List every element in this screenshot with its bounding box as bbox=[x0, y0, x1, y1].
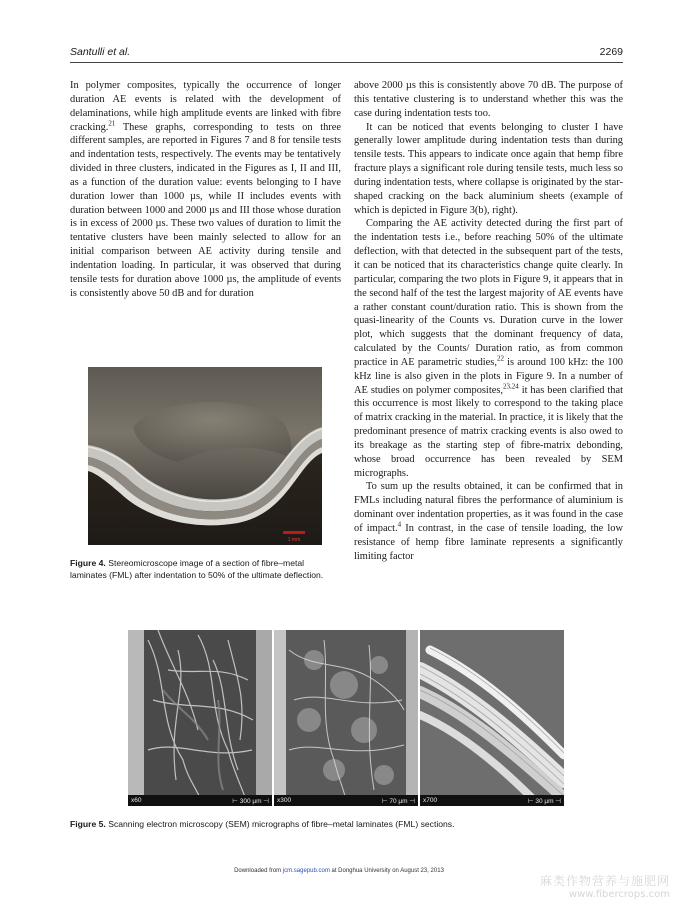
citation: 23,24 bbox=[502, 382, 519, 391]
sem-panel-1 bbox=[128, 630, 272, 806]
paragraph: In polymer composites, typically the occurrence of longer duration AE events is related with the development of delaminations, while high amplitude events are linked with fibre cracking.$^{21}$ These graphs, corresponding to tests on three different samples, are reported in Figures 7 and 8 for tensile tests and indentation tests, respectively. The events may be tentatively divided in three clusters, indicated in the Figures as I, II and III, as a function of the duration value: events belonging to I have duration lower than 1000 µs, while II includes events with duration between 1000 and 2000 µs and III those whose duration is in excess of 2000 µs. These two values of duration to limit the tentative clusters have been mainly selected to allow for an initial comparison between AE activity during tensile and indentation loading. In particular, it was observed that during tensile tests for duration above 1000 µs, the amplitude of events is consistently above 50 dB and for duration bbox=[70, 80, 341, 299]
watermark-line-1: 麻类作物营养与施肥网 bbox=[539, 874, 670, 888]
figure-4-scale-label: 1 mm bbox=[287, 537, 301, 543]
sem-panel-1-scale-bar: ⊢ 300 µm ⊣ bbox=[232, 798, 269, 805]
sem-panel-3-info-bar bbox=[420, 795, 564, 806]
figure-4-stereomicroscope-image bbox=[88, 367, 322, 545]
footer-journal-link[interactable]: jcm.sagepub.com bbox=[282, 868, 330, 874]
figure-4-caption-text: Stereomicroscope image of a section of fibre–metal laminates (FML) after indentation to 50% of the ultimate deflection. bbox=[70, 558, 324, 580]
sem-panel-1-info-bar bbox=[128, 795, 272, 806]
figure-4-label: Figure 4. bbox=[70, 558, 106, 568]
sem-panel-2-magnification: x300 bbox=[277, 797, 292, 804]
sem-panel-3 bbox=[420, 630, 564, 806]
citation: 4 bbox=[397, 520, 402, 529]
citation: 21 bbox=[108, 119, 116, 128]
sem-panel-3-magnification: x700 bbox=[423, 797, 438, 804]
sem-panel-2-scale-bar: ⊢ 70 µm ⊣ bbox=[381, 798, 415, 805]
sem-panel-2 bbox=[274, 630, 418, 806]
figure-5-sem-micrographs bbox=[128, 630, 564, 806]
figure-5-label: Figure 5. bbox=[70, 819, 106, 829]
sem-panel-2-info-bar bbox=[274, 795, 418, 806]
sem-panel-1-magnification: x60 bbox=[131, 797, 142, 804]
watermark-line-2: www.fibercrops.com bbox=[568, 889, 670, 900]
site-watermark bbox=[530, 872, 670, 900]
citation: 22 bbox=[496, 354, 504, 363]
paragraph: To sum up the results obtained, it can be confirmed that in FMLs including natural fibres the performance of aluminium is dominant over indentation properties, as it was found in the case of impact.$^4$ In contrast, in the case of tensile loading, the low resistance of hemp fibre laminate represents a significantly limiting factor bbox=[354, 481, 623, 562]
figure-4-caption bbox=[70, 558, 341, 581]
figure-5-caption-text: Scanning electron microscopy (SEM) micrographs of fibre–metal laminates (FML) sections. bbox=[105, 819, 455, 829]
paragraph: It can be noticed that events belonging to cluster I have generally lower amplitude during indentation tests than during tensile tests. This appears to indicate once again that hemp fibre fracture plays a significant role during tensile tests, much less so during indentation tests, where collapse is originated by the star-shaped cracking on the back aluminium sheets (example of which is depicted in Figure 3(b), right). bbox=[354, 121, 623, 216]
paragraph: above 2000 µs this is consistently above 70 dB. The purpose of this tentative clustering is to understand whether this was the case during indentation tests too. bbox=[354, 80, 623, 119]
right-column bbox=[354, 79, 623, 564]
paragraph: Comparing the AE activity detected during the first part of the indentation tests i.e., before reaching 50% of the ultimate deflection, with that detected in the subsequent part of the tests, it can be noticed that its characteristics change quite clearly. In particular, comparing the two plots in Figure 9, it appears that in the second half of the test the largest majority of AE events have a rather constant count/duration ratio. This is shown from the quasi-linearity of the Counts vs. Duration curve in the lower plot, which suggests that the dominant frequency of data, calculated by the Counts/ Duration ratio, as from common practice in AE parametric studies,$^{22}$ is around 100 kHz: the 100 kHz line is also given in the plots in Figure 9. In a number of AE studies on polymer composites,$^{23,24}$ it has been clarified that this occurrence is most likely to correspond to the taking place of matrix cracking in the material. In practice, it is likely that the predominant presence of matrix cracking events is also owed to its breakage as the starting step of fibre-matrix debonding, whose broad occurrence has been revealed by SEM micrographs. bbox=[354, 218, 623, 479]
sem-panel-3-scale-bar: ⊢ 30 µm ⊣ bbox=[527, 798, 561, 805]
page-number: 2269 bbox=[599, 46, 623, 58]
header-rule bbox=[70, 62, 623, 63]
running-header bbox=[70, 46, 623, 62]
figure-5-caption bbox=[70, 819, 623, 829]
running-header-authors: Santulli et al. bbox=[70, 46, 131, 58]
download-footer: Downloaded from jcm.sagepub.com at Donghua University on August 23, 2013 bbox=[234, 868, 444, 874]
left-column bbox=[70, 79, 341, 301]
